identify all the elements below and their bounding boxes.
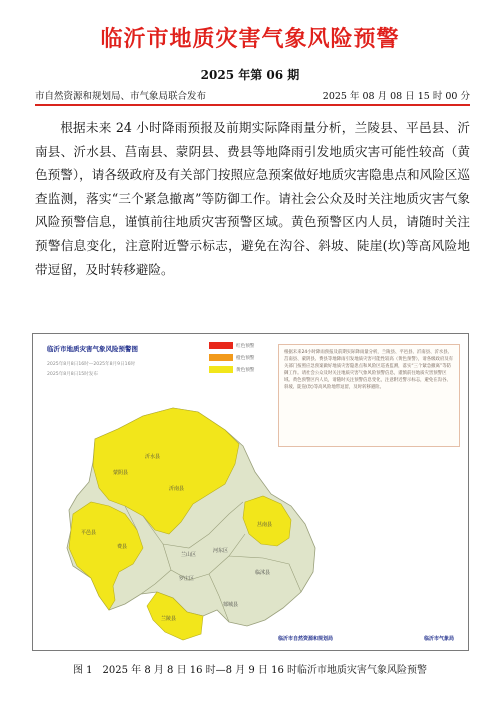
county-label-hedong: 河东区 [213,548,229,554]
document-title: 临沂市地质灾害气象风险预警 [100,27,400,52]
publication-row [35,88,470,102]
body-paragraph: 根据未来 24 小时降雨预报及前期实际降雨量分析，兰陵县、平邑县、沂南县、沂水县、莒南县、蒙阴县、费县等地降雨引发地质灾害可能性较高（黄色预警），请各级政府及有关部门按照应急预案做好地质灾害隐患点和风险区巡查监测，落实“三个紧急撤离”等防御工作。请社会公众及时关注地质灾害气象风险预警信息，谨慎前往地质灾害预警区域。黄色预警区内人员，请随时关注预警信息变化，注意附近警示标志，避免在沟谷、斜坡、陡崖(坎)等高风险地带逗留，及时转移避险。 [35,120,470,277]
map-footer-right: 临沂市气象局 [423,636,454,642]
warning-map [32,333,469,651]
map-footer-left: 临沂市自然资源和规划局 [278,636,334,642]
county-label-luozhuang: 罗庄区 [179,576,195,582]
map-title: 临沂市地质灾害气象风险预警图 [47,345,138,353]
county-label-yinan: 沂南县 [169,486,185,492]
county-label-linshu: 临沭县 [255,570,271,576]
county-label-pingyi: 平邑县 [81,530,97,536]
county-label-tancheng: 郯城县 [223,602,239,608]
publish-time: 2025 年 08 月 08 日 15 时 00 分 [322,91,470,102]
county-label-lanling: 兰陵县 [161,616,177,622]
county-map [33,334,470,652]
county-label-feixian: 费县 [117,544,128,550]
county-label-mengyin: 蒙阴县 [113,470,129,476]
map-time-range: 2025年8月8日16时—2025年8月9日16时 [47,362,136,367]
publisher: 市自然资源和规划局、市气象局联合发布 [35,91,207,102]
map-note-text: 根据未来24小时降雨预报及前期实际降雨量分析，兰陵县、平邑县、沂南县、沂水县、莒南县、蒙阴县、费县等地降雨引发地质灾害可能性较高（黄色预警），请各级政府及有关部门按照应急预案做好地质灾害隐患点和风险区巡查监测，落实“三个紧急撤离”等防御工作。请社会公众及时关注地质灾害气象风险预警信息，谨慎前往地质灾害预警区域。黄色预警区内人员，请随时关注预警信息变化，注意附近警示标志，避免在沟谷、斜坡、陡崖(坎)等高风险地带逗留，及时转移避险。 [284,350,454,390]
legend-orange-label: 橙色预警 [236,356,255,361]
red-divider [35,104,470,106]
legend-yellow-label: 黄色预警 [236,368,255,373]
map-issue-time: 2025年8月8日15时发布 [47,372,98,377]
county-label-yishui: 沂水县 [145,454,161,460]
county-label-junan: 莒南县 [257,522,273,528]
county-label-lanshan: 兰山区 [181,552,197,558]
legend-red-label: 红色预警 [236,344,255,349]
issue-number: 2025 年第 06 期 [200,68,300,82]
figure-caption: 图 1 2025 年 8 月 8 日 16 时—8 月 9 日 16 时临沂市地质灾害气象风险预警 [72,665,428,676]
